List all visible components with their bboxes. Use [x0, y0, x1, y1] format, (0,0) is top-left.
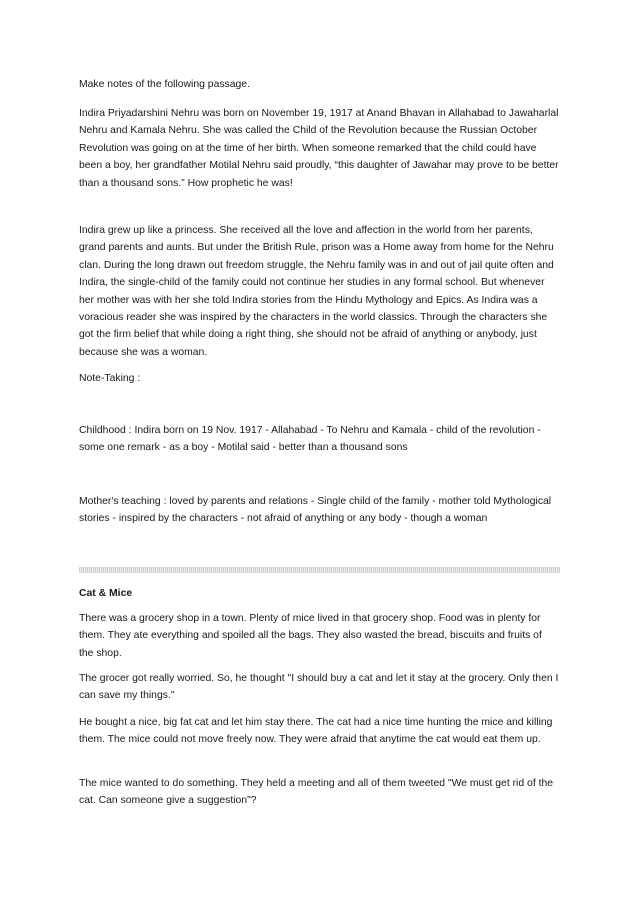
passage-paragraph-1: Indira Priyadarshini Nehru was born on November 19, 1917 at Anand Bhavan in Allahabad to Jawaharlal Nehru and Kamala Nehru. She was called the Child of the Revolution because the Russian October Revolution was going on at the time of her birth. When someone remarked that the child could have been a boy, her grandfather Motilal Nehru said proudly, “this daughter of Jawahar may prove to be better than a thousand sons.” How prophetic he was! — [79, 108, 559, 189]
section-divider — [79, 567, 560, 573]
story-title: Cat & Mice — [79, 588, 133, 599]
instruction-text: Make notes of the following passage. — [79, 79, 250, 90]
story-paragraph-2: The grocer got really worried. So, he thought "I should buy a cat and let it stay at the grocery. Only then I can save my things." — [79, 673, 559, 702]
story-paragraph-3: He bought a nice, big fat cat and let him stay there. The cat had a nice time hunting the mice and killing them. The mice could not move freely now. They were afraid that anytime the cat would eat them up. — [79, 717, 553, 746]
note-taking-heading: Note-Taking : — [79, 373, 141, 384]
passage-paragraph-2: Indira grew up like a princess. She received all the love and affection in the world from her parents, grand parents and aunts. But under the British Rule, prison was a Home away from home for the Nehru clan. During the long drawn out freedom struggle, the Nehru family was in and out of jail quite often and Indira, the single-child of the family could not continue her studies in any formal school. But whenever her mother was with her she told Indira stories from the Hindu Mythology and Epics. As Indira was a voracious reader she was inspired by the characters in the world classics. Through the characters she got the firm belief that while doing a right thing, she should not be afraid of anything or anybody, just because she was a woman. — [79, 225, 554, 358]
story-paragraph-1: There was a grocery shop in a town. Plenty of mice lived in that grocery shop. Food was in plenty for them. They ate everything and spoiled all the bags. They also wasted the bread, biscuits and fruits of the shop. — [79, 613, 542, 659]
note-childhood: Childhood : Indira born on 19 Nov. 1917 - Allahabad - To Nehru and Kamala - child of the revolution - some one remark - as a boy - Motilal said - better than a thousand sons — [79, 425, 541, 454]
story-paragraph-4: The mice wanted to do something. They held a meeting and all of them tweeted "We must get rid of the cat. Can someone give a suggestion"? — [79, 778, 554, 807]
note-mothers-teaching: Mother's teaching : loved by parents and relations - Single child of the family - mother told Mythological stories - inspired by the characters - not afraid of anything or any body - though a woman — [79, 496, 552, 525]
